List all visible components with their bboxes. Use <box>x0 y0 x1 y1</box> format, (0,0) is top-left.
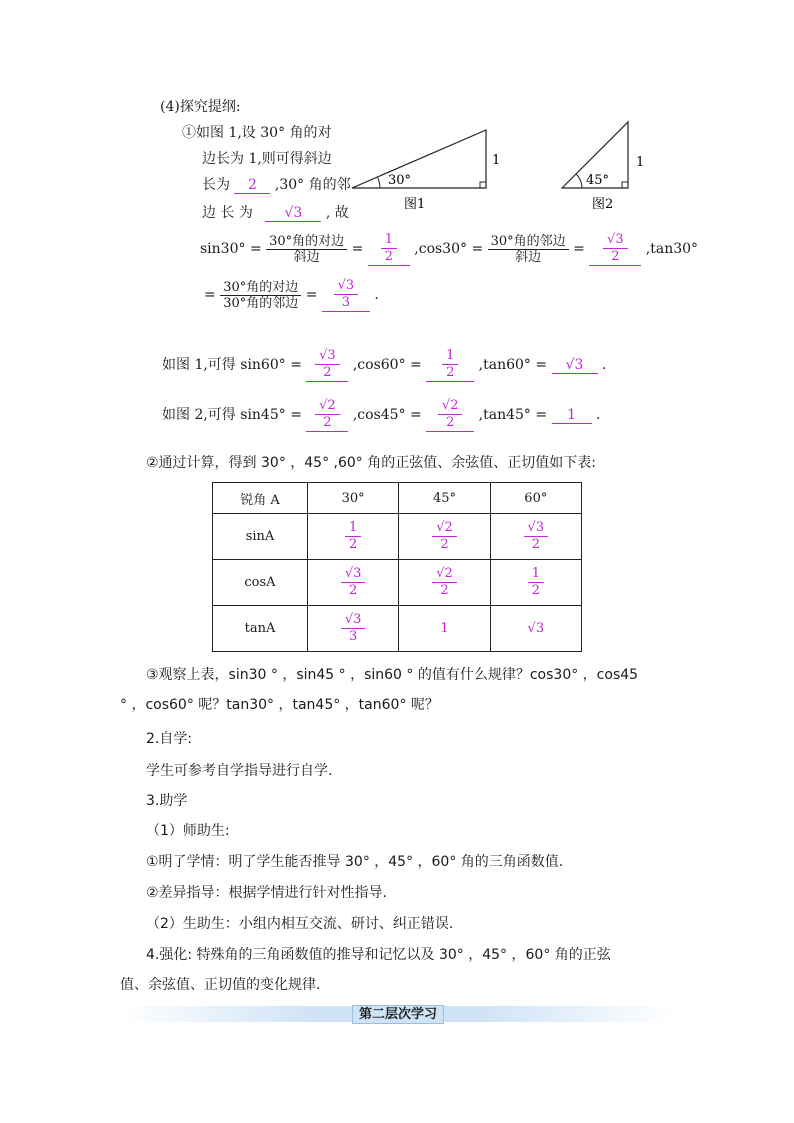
table-header-cell: 60° <box>490 483 581 514</box>
triangle-30 <box>352 130 486 188</box>
cos30-ratio-num: 30°角的邻边 <box>488 234 569 250</box>
table-cell <box>399 560 490 606</box>
hypotenuse-answer: 2 <box>234 177 270 194</box>
sin30-ans-den: 2 <box>384 249 393 264</box>
sin60-answer <box>306 348 348 382</box>
eq-sign: = <box>573 241 585 257</box>
cos45-den: 2 <box>446 415 455 430</box>
cos60-den: 2 <box>446 365 455 380</box>
tan30-line <box>204 278 379 312</box>
help-student: （2）生助生：小组内相互交流、研讨、纠正错误. <box>146 916 454 932</box>
fig2-side: 1 <box>636 155 645 170</box>
item3-line1: ③观察上表，sin30 ° ，sin45 ° ，sin60 ° 的值有什么规律？cos30° ，cos45 <box>146 667 639 683</box>
help-teacher: （1）师助生: <box>146 823 230 839</box>
period: . <box>596 407 601 423</box>
fig2-pre: 如图 2,可得 sin45° = <box>162 407 302 423</box>
cos60-num: 1 <box>442 348 458 365</box>
table-header-cell: 45° <box>399 483 490 514</box>
self-study-text: 学生可参考自学指导进行自学. <box>146 763 333 779</box>
strengthen-line1: 4.强化: 特殊角的三角函数值的推导和记忆以及 30° ，45° ，60° 角的正弦 <box>146 947 611 963</box>
eq-sign: = <box>305 287 318 303</box>
help-teacher-1: ①明了学情：明了学生能否推导 30° ，45° ，60° 角的三角函数值. <box>146 854 564 870</box>
fig1-angle: 30° <box>388 173 412 188</box>
table-cell <box>308 606 399 652</box>
cell-den: 2 <box>349 537 358 552</box>
sin30-ratio-num: 30°角的对边 <box>266 234 347 250</box>
cos30-ans-num: √3 <box>603 232 628 249</box>
tan30-ratio-num: 30°角的对边 <box>220 280 301 296</box>
fig2-angle: 45° <box>586 173 610 188</box>
fig1-caption: 图1 <box>404 197 426 212</box>
cell-num: 1 <box>345 520 361 537</box>
period: . <box>602 357 607 373</box>
cell-den: 3 <box>349 629 358 644</box>
right-angle-mark-2 <box>622 182 628 188</box>
help-teacher-2: ②差异指导：根据学情进行针对性指导. <box>146 885 387 901</box>
cos30-label: ,cos30° = <box>414 241 484 257</box>
item1-line4 <box>202 202 349 222</box>
cell-den: 2 <box>440 583 449 598</box>
cos30-ratio <box>488 234 569 265</box>
cell-den: 2 <box>531 537 540 552</box>
sin45-den: 2 <box>323 415 332 430</box>
sin60-num: √3 <box>315 348 340 365</box>
section-heading: (4)探究提纲: <box>160 99 241 115</box>
table-cell: 1 <box>399 606 490 652</box>
row-label: tanA <box>213 606 308 652</box>
cell-num: 1 <box>528 566 544 583</box>
fig1-pre: 如图 1,可得 sin60° = <box>162 357 302 373</box>
tan30-ratio <box>220 280 301 311</box>
sin45-num: √2 <box>315 398 340 415</box>
table-cell: √3 <box>490 606 581 652</box>
line4-pre: 边 长 为 <box>202 205 253 221</box>
tan30-ans-num: √3 <box>334 278 359 295</box>
cell-num: √2 <box>432 520 457 537</box>
angle-arc <box>378 177 380 188</box>
table-cell <box>399 514 490 560</box>
trig-values-table <box>212 482 582 652</box>
cos45-answer <box>426 398 474 432</box>
fig2-caption: 图2 <box>592 197 614 212</box>
line3-pre: 长为 <box>202 177 230 193</box>
cos60-label: ,cos60° = <box>352 357 422 373</box>
table-row <box>213 560 582 606</box>
table-header-cell: 30° <box>308 483 399 514</box>
sin30-label: sin30° = <box>200 241 262 257</box>
sin-cos30-line <box>200 232 698 266</box>
tan30-ratio-den: 30°角的邻边 <box>223 295 299 311</box>
angle-arc-2 <box>576 174 582 188</box>
table-cell <box>490 514 581 560</box>
table-header-cell: 锐角 A <box>213 483 308 514</box>
cos30-answer <box>589 232 641 266</box>
table-cell <box>490 560 581 606</box>
sin30-ratio-den: 斜边 <box>293 249 320 265</box>
table-cell <box>308 560 399 606</box>
tan60-label: ,tan60° = <box>478 357 548 373</box>
table-cell <box>308 514 399 560</box>
fig2-results-line <box>162 398 600 432</box>
item3-line2: ° ，cos60° 呢？tan30° ，tan45° ，tan60° 呢？ <box>120 697 439 713</box>
cos45-label: ,cos45° = <box>352 407 422 423</box>
adjacent-answer: √3 <box>265 205 321 222</box>
cell-num: √2 <box>432 566 457 583</box>
cos45-num: √2 <box>438 398 463 415</box>
item1-line3 <box>202 174 351 194</box>
tan45-label: ,tan45° = <box>478 407 548 423</box>
sin30-ans-num: 1 <box>381 232 397 249</box>
footer-title: 第二层次学习 <box>352 1005 444 1024</box>
item1-line2: 边长为 1,则可得斜边 <box>202 151 332 167</box>
tan30-answer <box>322 278 370 312</box>
strengthen-line2: 值、余弦值、正切值的变化规律. <box>120 977 321 993</box>
cell-num: √3 <box>341 612 366 629</box>
cell-den: 2 <box>531 583 540 598</box>
right-angle-mark <box>480 182 486 188</box>
tan30-ans-den: 3 <box>341 295 351 310</box>
tan30-label: ,tan30° <box>645 241 699 257</box>
item2-text: ②通过计算，得到 30° ，45° ,60° 角的正弦值、余弦值、正切值如下表: <box>146 455 596 471</box>
eq-sign: = <box>204 287 216 303</box>
sin30-answer <box>368 232 410 266</box>
cell-den: 2 <box>349 583 358 598</box>
line4-post: , 故 <box>325 205 349 221</box>
help-title: 3.助学 <box>146 793 188 809</box>
row-label: sinA <box>213 514 308 560</box>
sin60-den: 2 <box>323 365 332 380</box>
table-row <box>213 606 582 652</box>
fig1-side: 1 <box>492 153 501 168</box>
fig1-results-line <box>162 348 606 382</box>
item1-line1: ①如图 1,设 30° 角的对 <box>182 125 332 141</box>
cell-num: √3 <box>341 566 366 583</box>
tan45-answer: 1 <box>552 407 592 424</box>
table-header-row <box>213 483 582 514</box>
cos30-ans-den: 2 <box>611 249 620 264</box>
sin30-ratio <box>266 234 347 265</box>
tan60-answer: √3 <box>552 357 598 374</box>
period: . <box>374 287 379 303</box>
line3-post: ,30° 角的邻 <box>274 177 351 193</box>
self-study-title: 2.自学: <box>146 731 193 747</box>
row-label: cosA <box>213 560 308 606</box>
eq-sign: = <box>351 241 364 257</box>
figure-2 <box>556 116 656 216</box>
cos60-answer <box>426 348 474 382</box>
cos30-ratio-den: 斜边 <box>515 249 542 265</box>
figure-1 <box>340 126 510 216</box>
sin45-answer <box>306 398 348 432</box>
cell-den: 2 <box>440 537 449 552</box>
cell-num: √3 <box>524 520 549 537</box>
table-row <box>213 514 582 560</box>
